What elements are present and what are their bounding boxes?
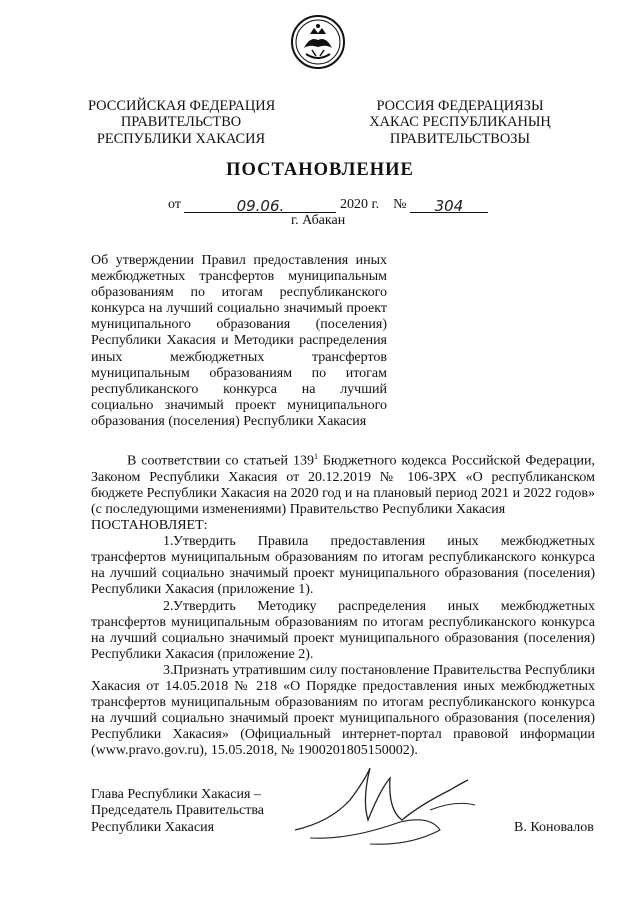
header-right bbox=[360, 98, 560, 147]
intro-paragraph bbox=[91, 449, 595, 518]
header-left-line: РОССИЙСКАЯ ФЕДЕРАЦИЯ bbox=[88, 98, 276, 114]
document-body bbox=[91, 449, 595, 759]
item-text: Утвердить Правила предоставления иных межбюджетных трансфертов муниципальным образованиям по итогам республиканского конкурса на лучший социально значимый проект муниципального образования (поселения) Республики Хакасия (приложение 1). bbox=[91, 534, 595, 598]
signatory-name: В. Коновалов bbox=[514, 820, 594, 835]
list-item bbox=[91, 663, 595, 760]
item-number: 1. bbox=[163, 534, 174, 550]
item-text: Утвердить Методику распределения иных межбюджетных трансфертов муниципальным образованиям по итогам республиканского конкурса на лучший социально значимый проект муниципального образования (поселения) Республики Хакасия (приложение 2). bbox=[91, 598, 595, 662]
dateline bbox=[168, 197, 488, 213]
number-field bbox=[410, 197, 488, 213]
position-line: Председатель Правительства bbox=[91, 803, 264, 819]
coat-of-arms-icon bbox=[290, 14, 346, 70]
number-value: 304 bbox=[434, 197, 464, 215]
intro-text-a: В соответствии со статьей 139 bbox=[127, 453, 314, 469]
position-line: Глава Республики Хакасия – bbox=[91, 787, 261, 802]
document-title: ПОСТАНОВЛЕНИЕ bbox=[226, 160, 414, 180]
list-item bbox=[91, 599, 595, 663]
position-line: Республики Хакасия bbox=[91, 819, 215, 835]
signatory-position bbox=[91, 787, 264, 836]
header-right-line: РОССИЯ ФЕДЕРАЦИЯЗЫ bbox=[376, 98, 544, 114]
header-left bbox=[88, 98, 274, 147]
date-value: 09.06. bbox=[236, 197, 285, 215]
date-year: 2020 г. bbox=[339, 197, 380, 212]
city: г. Абакан bbox=[291, 213, 346, 228]
item-number: 2. bbox=[163, 598, 174, 614]
header-right-line: ХАКАС РЕСПУБЛИКАНЫҢ bbox=[369, 114, 551, 131]
intro-text-b: Бюджетного кодекса Российской Федерации, Законом Республики Хакасия от 20.12.2019 № 106-ЗРХ «О республиканском бюджете Республики Хакасия на 2020 год и на плановый период 2021 и 2022 годов» (с последующими изменениями) Правительство Республики Хакасия bbox=[91, 453, 595, 517]
header-left-line: ПРАВИТЕЛЬСТВО bbox=[120, 114, 242, 131]
intro-superscript: 1 bbox=[313, 452, 318, 461]
subject-block: Об утверждении Правил предоставления иных межбюджетных трансфертов муниципальным образованиям по итогам республиканского конкурса на лучший социально значимый проект муниципального образования (поселения) Республики Хакасия и Методики распределения иных межбюджетных трансфертов муниципальным образованиям по итогам республиканского конкурса на лучший социально значимый проект муниципального образования (поселения) Республики Хакасия bbox=[91, 253, 387, 429]
date-field bbox=[184, 197, 336, 213]
item-number: 3. bbox=[163, 662, 174, 678]
item-text: Признать утратившим силу постановление Правительства Республики Хакасия от 14.05.2018 № 218 «О Порядке предоставления иных межбюджетных трансфертов муниципальным образованиям по итогам республиканского конкурса на лучший социально значимый проект муниципального образования (поселения) Республики Хакасия» (Официальный интернет-портал правовой информации (www.pravo.gov.ru), 15.05.2018, № 1900201805150002). bbox=[91, 662, 595, 759]
list-item bbox=[91, 534, 595, 598]
resolves-line: ПОСТАНОВЛЯЕТ: bbox=[91, 518, 208, 534]
date-prefix: от bbox=[168, 197, 181, 212]
number-sign: № bbox=[393, 197, 407, 212]
handwritten-signature bbox=[290, 760, 490, 850]
header-left-line: РЕСПУБЛИКИ ХАКАСИЯ bbox=[96, 130, 266, 147]
header-right-line: ПРАВИТЕЛЬСТВОЗЫ bbox=[389, 130, 531, 147]
